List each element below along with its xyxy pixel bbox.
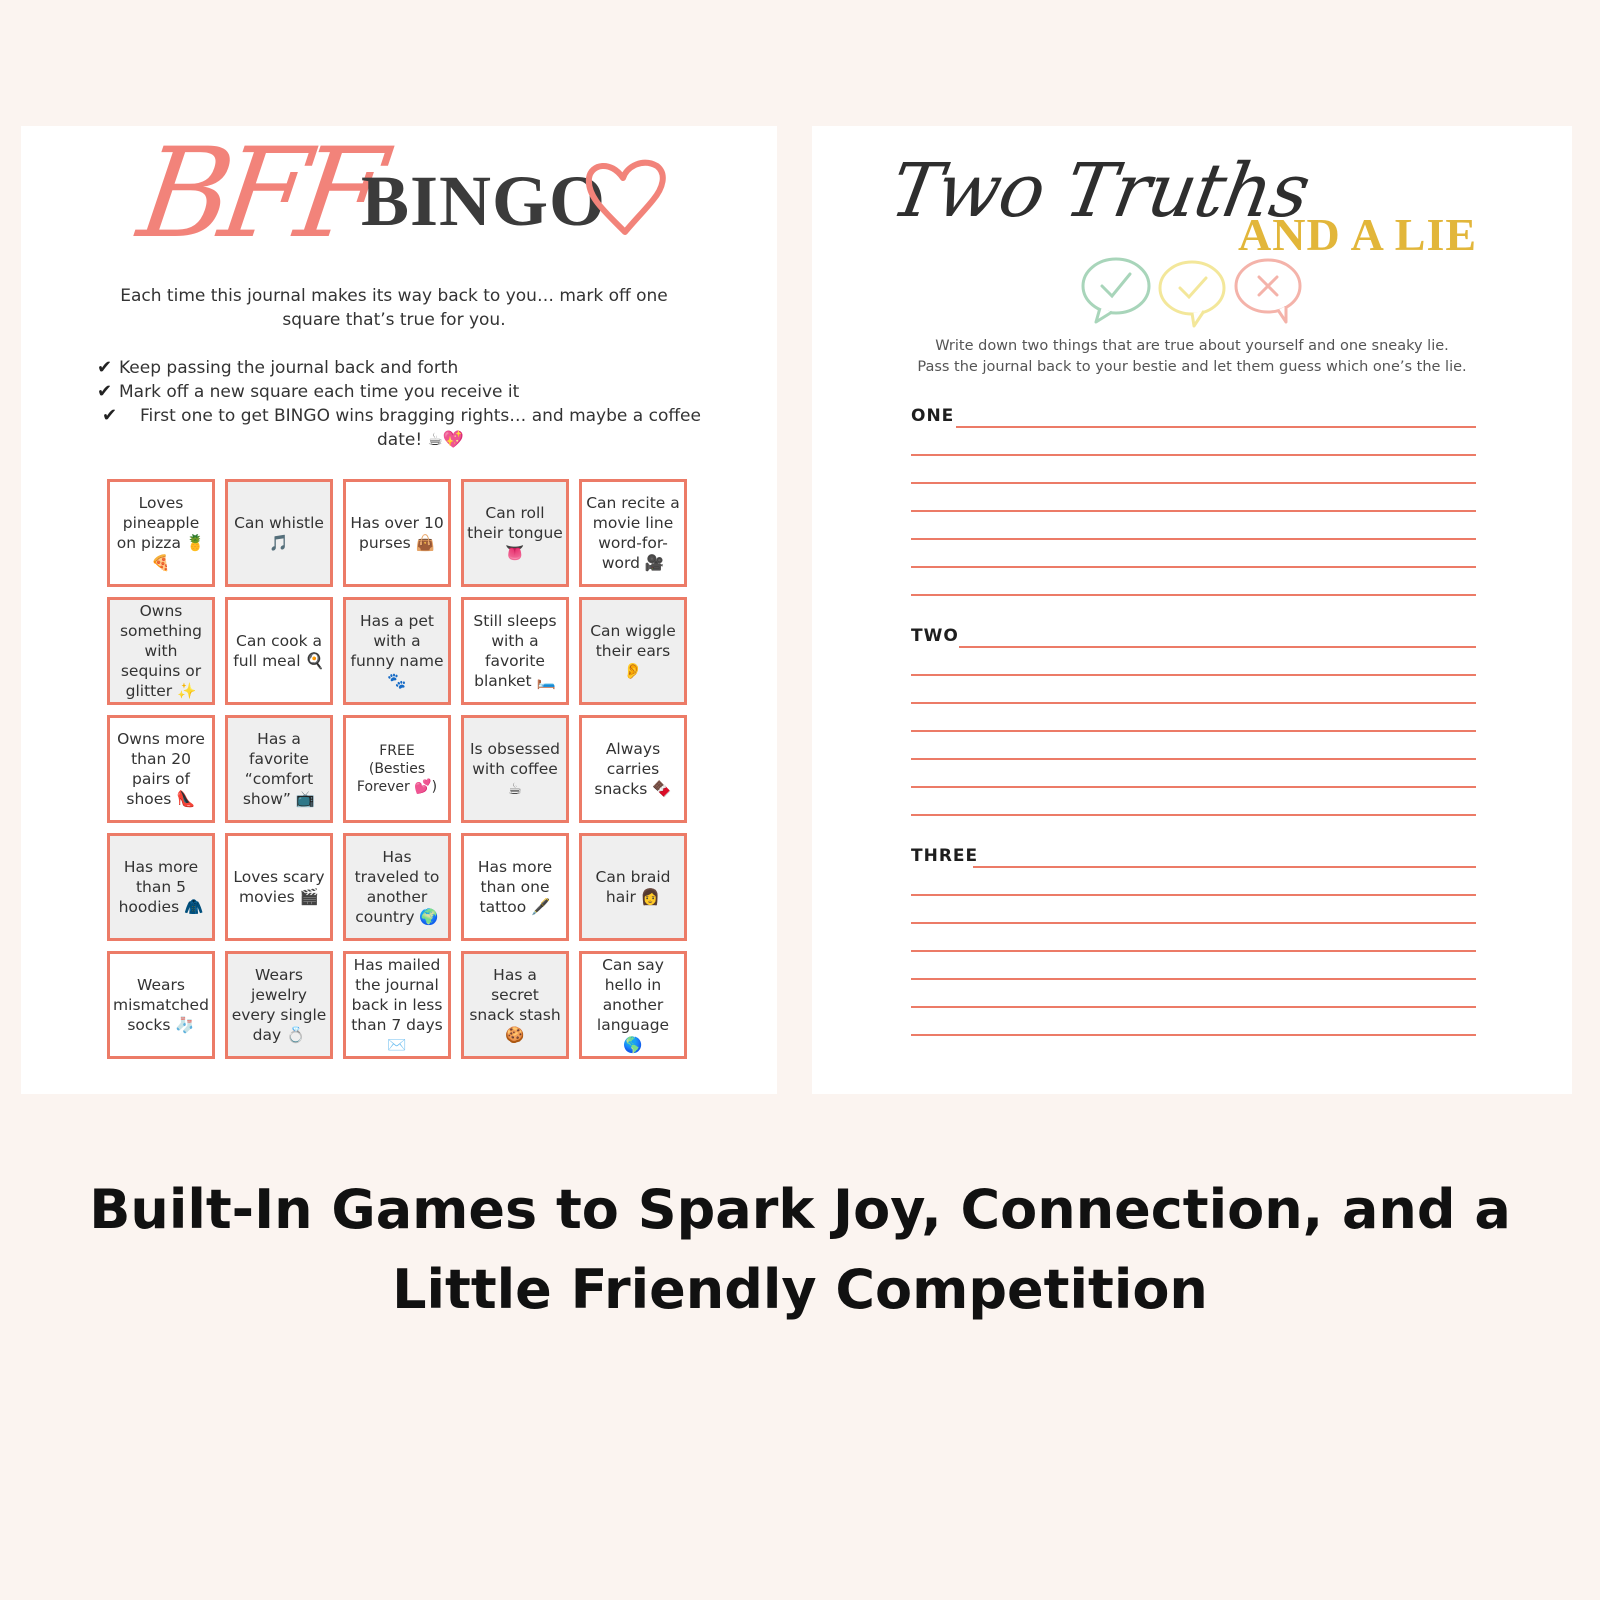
bingo-cell-text: Can cook a full meal 🍳 [233, 632, 325, 670]
check-bubble-icon [1160, 262, 1224, 326]
bingo-cell-text: Can wiggle their ears 👂 [590, 622, 676, 680]
rule-text: First one to get BINGO wins bragging rights… and maybe a coffee date! ☕💖 [140, 406, 701, 450]
bingo-cell[interactable] [579, 479, 687, 587]
bingo-cell[interactable] [343, 951, 451, 1059]
write-line[interactable] [911, 950, 1476, 952]
bingo-cell[interactable] [461, 715, 569, 823]
speech-bubbles-icons [1080, 256, 1310, 328]
bingo-cell[interactable] [343, 715, 451, 823]
intro-line: Pass the journal back to your bestie and let them guess which one’s the lie. [917, 359, 1467, 375]
bingo-cell-text: Has a pet with a funny name 🐾 [350, 612, 444, 690]
section-two-label: TWO [911, 626, 959, 646]
bingo-grid [107, 479, 687, 1059]
bingo-cell-text: Can recite a movie line word-for-word 🎥 [586, 494, 680, 572]
x-bubble-icon [1236, 260, 1300, 322]
write-line[interactable] [911, 922, 1476, 924]
bingo-cell[interactable] [107, 833, 215, 941]
bff-title-text: BFF [130, 122, 385, 266]
bingo-cell-text: Always carries snacks 🍫 [594, 740, 672, 798]
bingo-cell[interactable] [461, 479, 569, 587]
section-two [911, 626, 1476, 826]
two-truths-intro [852, 336, 1532, 378]
write-line[interactable] [911, 814, 1476, 816]
check-bubble-icon [1083, 259, 1149, 322]
two-truths-title [884, 148, 1512, 260]
bingo-cell[interactable] [107, 479, 215, 587]
bingo-cell[interactable] [461, 951, 569, 1059]
bingo-cell[interactable] [107, 951, 215, 1059]
bingo-cell[interactable] [579, 715, 687, 823]
bingo-cell-text: Has more than 5 hoodies 🧥 [118, 858, 204, 916]
bingo-cell-text: Has over 10 purses 👜 [350, 514, 444, 552]
section-one-label: ONE [911, 406, 955, 426]
bingo-cell-text: Has a favorite “comfort show” 📺 [242, 730, 316, 808]
rule-item [97, 404, 717, 452]
bingo-cell-text: Has a secret snack stash 🍪 [469, 966, 561, 1044]
write-line[interactable] [911, 454, 1476, 456]
caption-line: Little Friendly Competition [392, 1258, 1208, 1321]
write-line[interactable] [911, 594, 1476, 596]
section-one [911, 406, 1476, 606]
bingo-cell-text: Still sleeps with a favorite blanket 🛏️ [473, 612, 557, 690]
write-line[interactable] [911, 482, 1476, 484]
rule-text: Keep passing the journal back and forth [119, 358, 459, 378]
bingo-cell-text: Is obsessed with coffee ☕ [469, 740, 561, 798]
bingo-cell[interactable] [225, 479, 333, 587]
intro-line: Write down two things that are true about yourself and one sneaky lie. [935, 338, 1449, 354]
write-line[interactable] [956, 426, 1476, 428]
rule-item [97, 380, 717, 404]
two-truths-page [812, 126, 1572, 1094]
bingo-cell-text: Can whistle 🎵 [234, 514, 324, 552]
bingo-title [121, 122, 681, 266]
checkmark-icon: ✔ [97, 381, 113, 402]
write-line[interactable] [911, 538, 1476, 540]
write-line[interactable] [911, 758, 1476, 760]
write-line[interactable] [911, 1006, 1476, 1008]
rule-text: Mark off a new square each time you receive it [119, 382, 520, 402]
caption-line: Built-In Games to Spark Joy, Connection, and a [89, 1178, 1511, 1241]
section-three-label: THREE [911, 846, 979, 866]
bingo-cell-text: Loves pineapple on pizza 🍍🍕 [116, 494, 206, 572]
rule-item [97, 356, 717, 380]
bingo-intro: Each time this journal makes its way back to you… mark off one square that’s true for you. [120, 286, 668, 330]
bingo-cell[interactable] [343, 479, 451, 587]
bingo-cell[interactable] [461, 597, 569, 705]
write-line[interactable] [911, 510, 1476, 512]
bingo-cell-text: Owns more than 20 pairs of shoes 👠 [117, 730, 205, 808]
write-line[interactable] [911, 978, 1476, 980]
bingo-rules [97, 356, 717, 452]
bingo-cell-text: Can roll their tongue 👅 [467, 504, 563, 562]
write-line[interactable] [959, 646, 1476, 648]
bingo-title-text: BINGO [361, 161, 607, 241]
bingo-cell[interactable] [343, 833, 451, 941]
heart-icon [583, 158, 667, 238]
bingo-cell-text: Wears jewelry every single day 💍 [231, 966, 327, 1044]
write-line[interactable] [911, 786, 1476, 788]
write-line[interactable] [911, 702, 1476, 704]
section-three [911, 846, 1476, 1046]
bingo-cell-text: Owns something with sequins or glitter ✨ [119, 602, 203, 700]
bingo-cell[interactable] [343, 597, 451, 705]
write-line[interactable] [911, 730, 1476, 732]
bingo-cell[interactable] [225, 951, 333, 1059]
bingo-cell-text: Has mailed the journal back in less than 7 days ✉️ [351, 956, 443, 1054]
bingo-cell[interactable] [225, 833, 333, 941]
checkmark-icon: ✔ [102, 405, 118, 426]
write-line[interactable] [973, 866, 1476, 868]
bingo-cell-text: Can braid hair 👩 [595, 868, 671, 906]
bingo-cell-text: Wears mismatched socks 🧦 [113, 976, 209, 1034]
bingo-cell-text: Has more than one tattoo 🖋️ [477, 858, 553, 916]
and-a-lie-title: AND A LIE [1238, 209, 1478, 260]
bingo-cell[interactable] [579, 833, 687, 941]
bingo-cell-text: Can say hello in another language 🌎 [596, 956, 670, 1054]
bingo-cell-text: Loves scary movies 🎬 [233, 868, 325, 906]
bingo-cell[interactable] [107, 597, 215, 705]
write-line[interactable] [911, 1034, 1476, 1036]
checkmark-icon: ✔ [97, 357, 113, 378]
bingo-cell[interactable] [579, 597, 687, 705]
bingo-page [21, 122, 777, 1094]
caption [60, 1170, 1540, 1330]
write-line[interactable] [911, 894, 1476, 896]
write-line[interactable] [911, 566, 1476, 568]
bingo-cell[interactable] [225, 597, 333, 705]
bingo-cell-text: FREE (Besties Forever 💕) [356, 743, 438, 795]
bingo-cell[interactable] [461, 833, 569, 941]
two-truths-script-title: Two Truths [884, 148, 1316, 234]
bingo-cell[interactable] [107, 715, 215, 823]
write-line[interactable] [911, 674, 1476, 676]
bingo-cell-text: Has traveled to another country 🌍 [354, 848, 440, 926]
bingo-cell[interactable] [225, 715, 333, 823]
bingo-cell[interactable] [579, 951, 687, 1059]
